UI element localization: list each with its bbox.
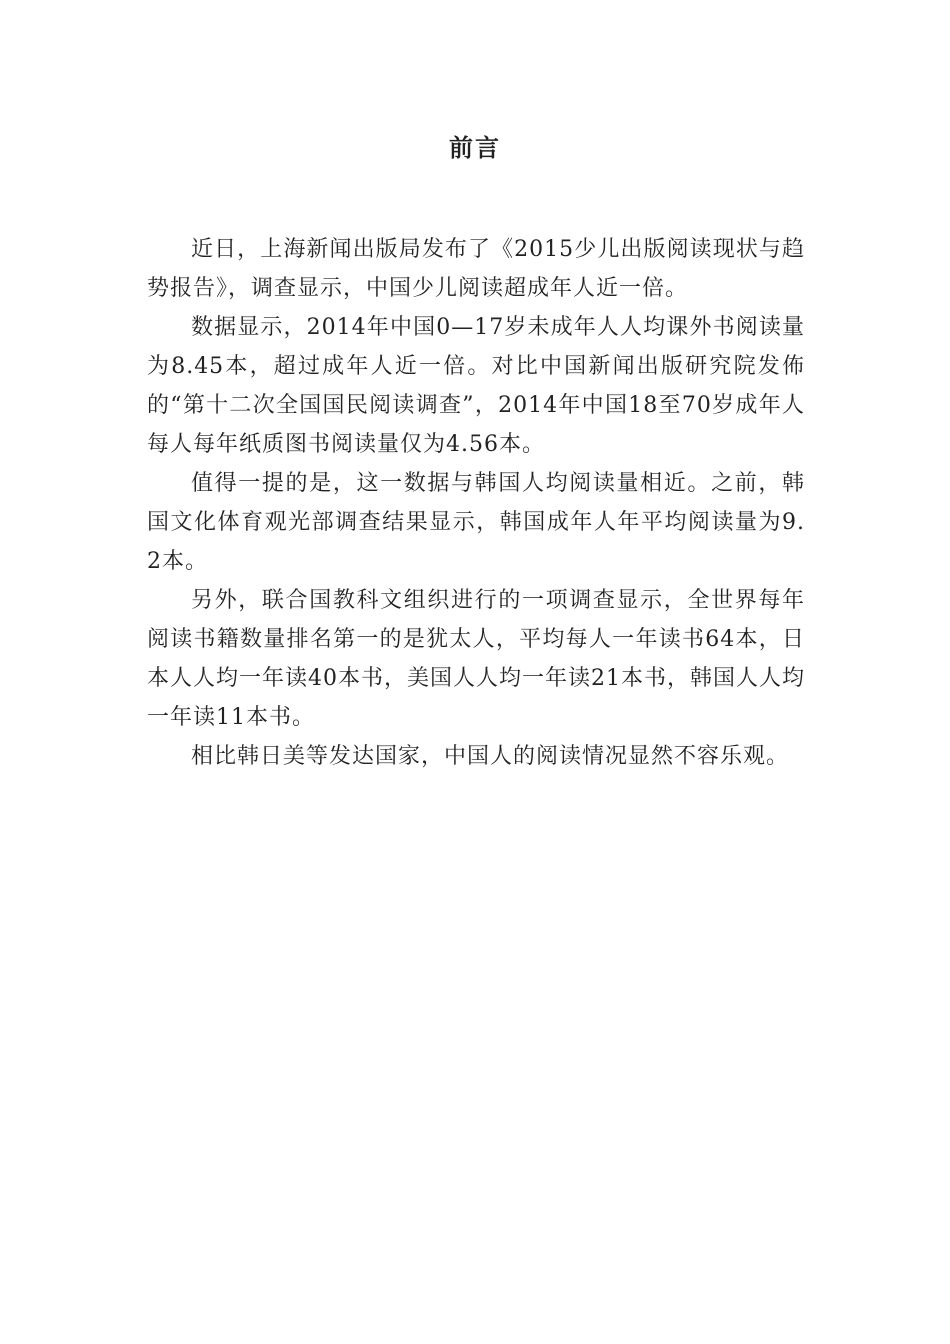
- paragraph-3: 值得一提的是，这一数据与韩国人均阅读量相近。之前，韩国文化体育观光部调查结果显示，韩国成年人年平均阅读量为9.2本。: [147, 471, 805, 574]
- paragraph-4: 另外，联合国教科文组织进行的一项调查显示，全世界每年阅读书籍数量排名第一的是犹太人，平均每人一年读书64本，日本人人均一年读40本书，美国人人均一年读21本书，韩国人人均一年读11本书。: [147, 588, 805, 730]
- paragraph-2: 数据显示，2014年中国0—17岁未成年人人均课外书阅读量为8.45本，超过成年人近一倍。对比中国新闻出版研究院发佈的“第十二次全国国民阅读调查”，2014年中国18至70岁成年人每人每年纸质图书阅读量仅为4.56本。: [147, 315, 805, 457]
- paragraph-1: 近日，上海新闻出版局发布了《2015少儿出版阅读现状与趋势报告》，调查显示，中国少儿阅读超成年人近一倍。: [147, 237, 805, 301]
- page-title: 前言: [449, 134, 501, 162]
- paragraph-5: 相比韩日美等发达国家，中国人的阅读情况显然不容乐观。: [191, 744, 790, 769]
- document-body: [147, 230, 805, 776]
